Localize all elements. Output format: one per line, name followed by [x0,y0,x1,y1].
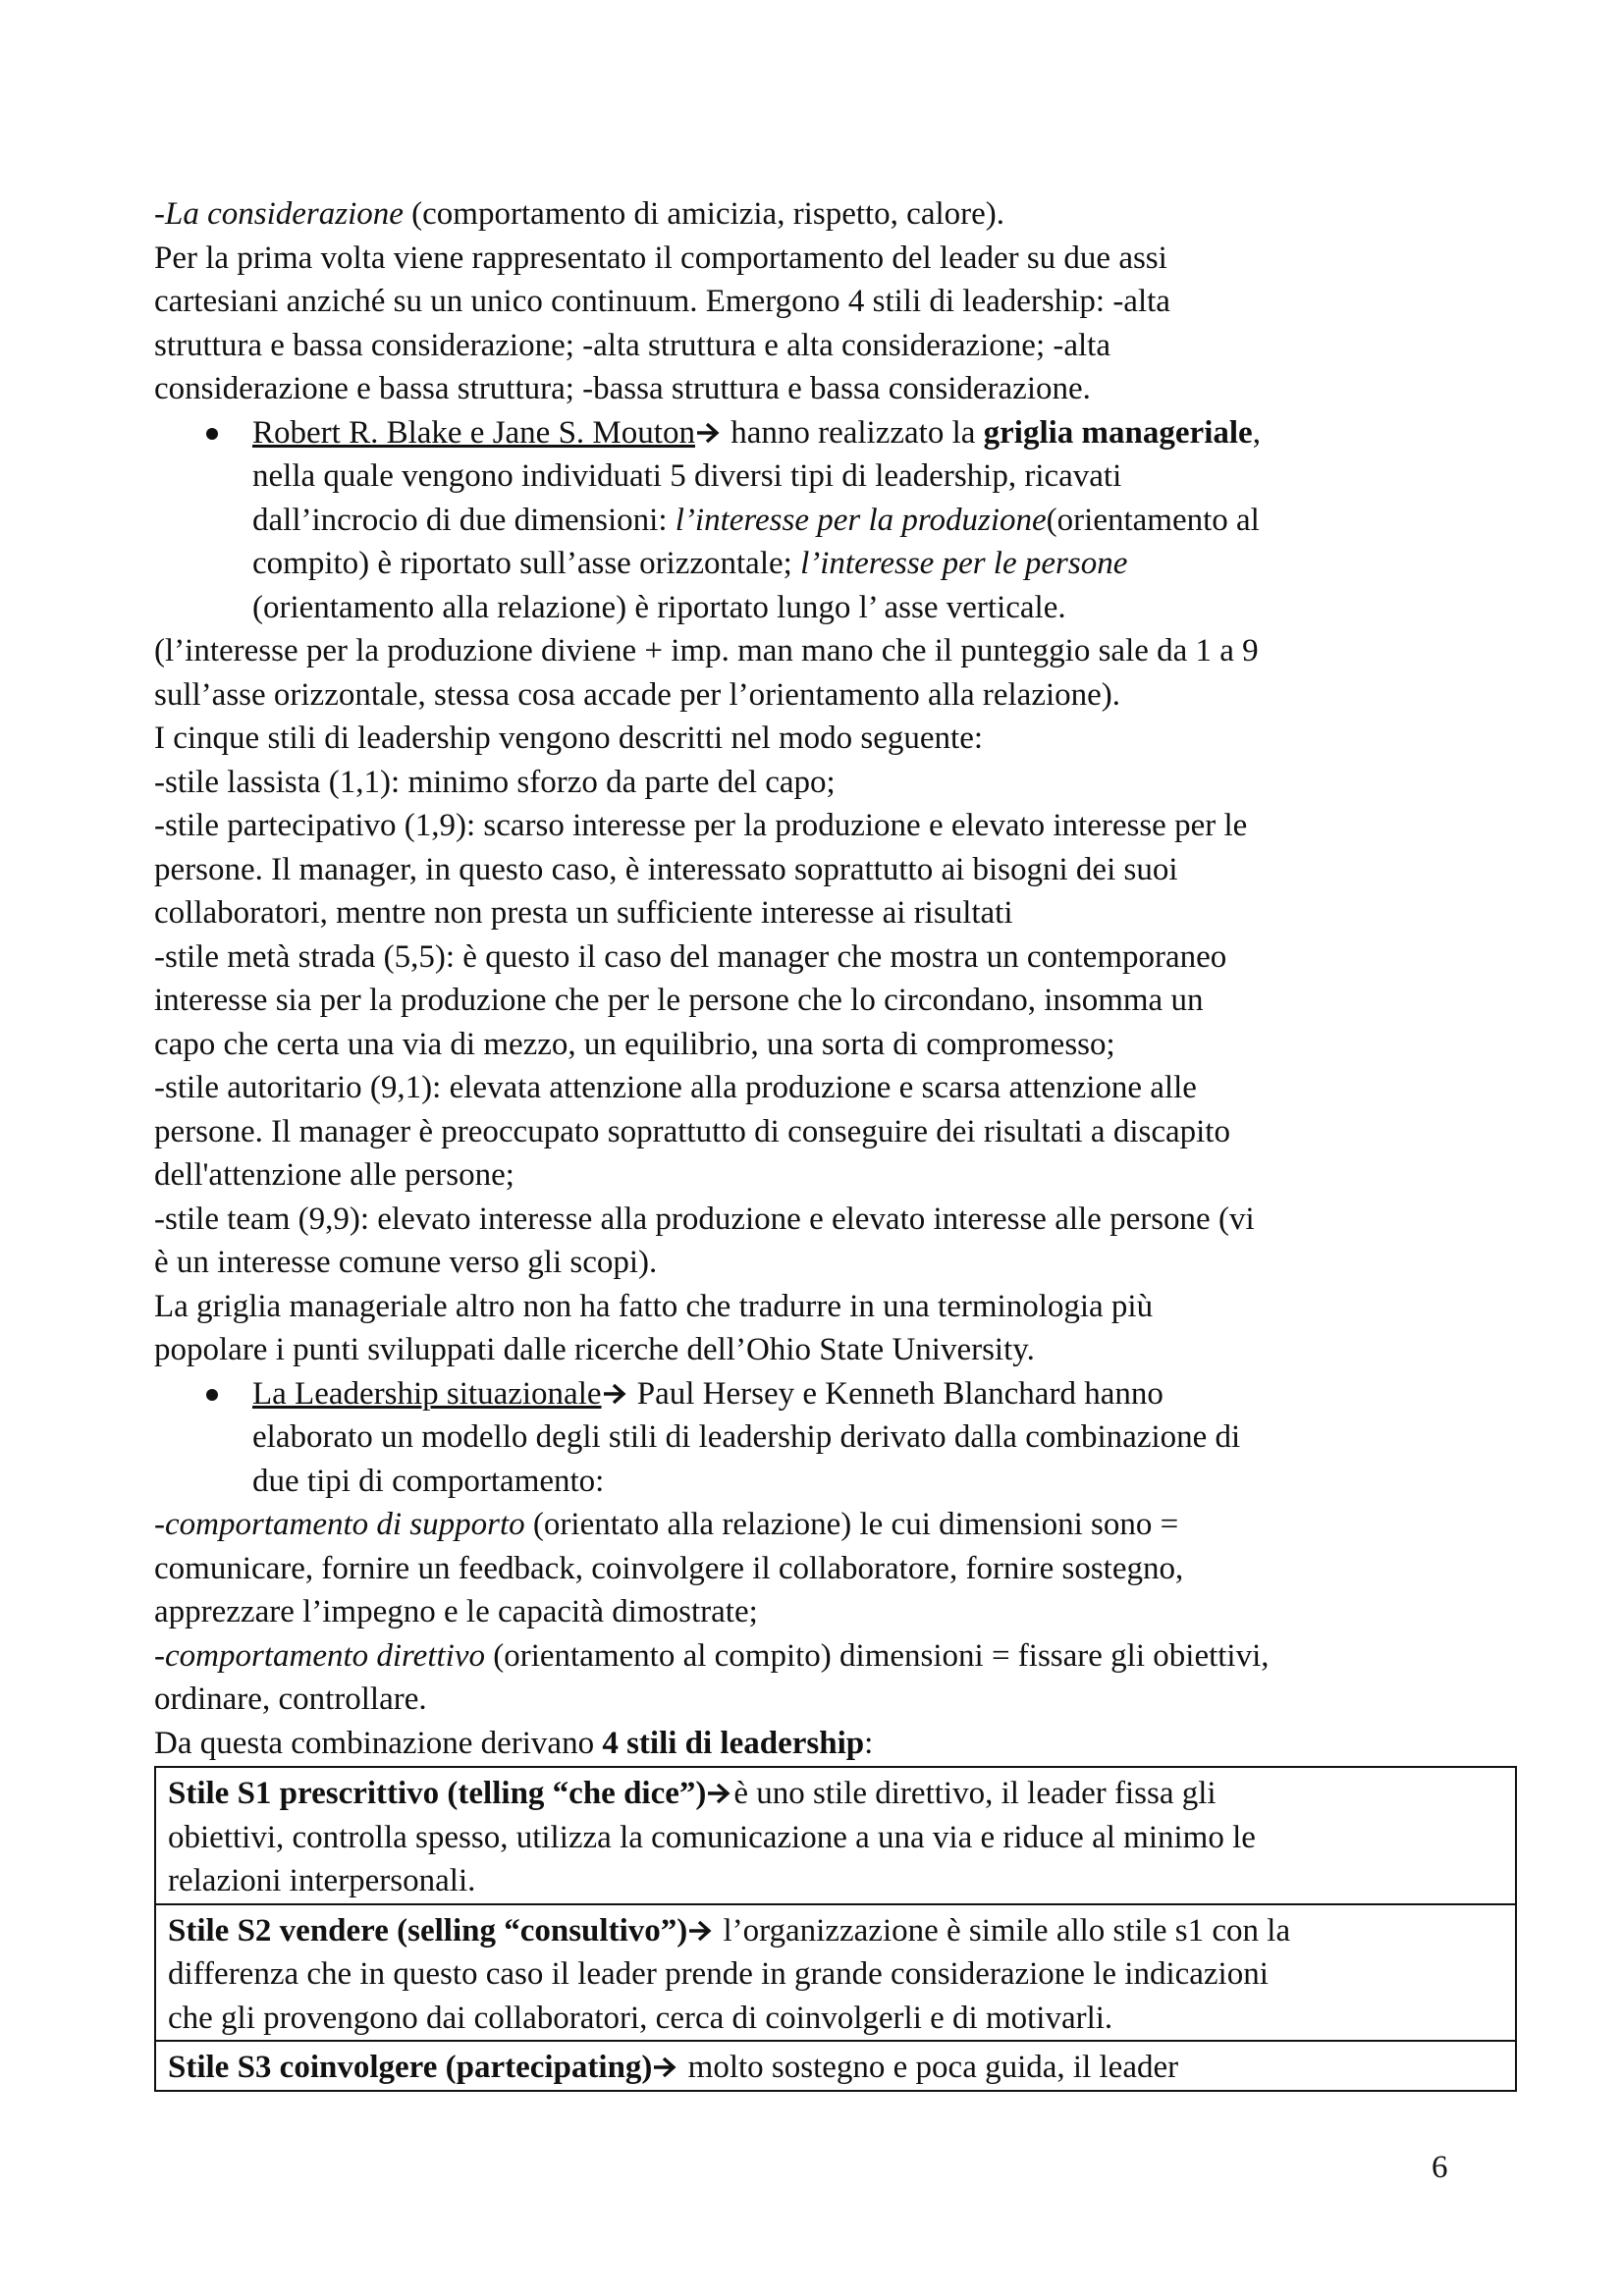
text-line: -stile team (9,9): elevato interesse alla produzione e elevato interesse alle persone (vi [154,1201,1255,1237]
text-line: considerazione e bassa struttura; -bassa struttura e bassa considerazione. [154,371,1091,406]
text-line: popolare i punti sviluppati dalle ricerche dell’Ohio State University. [154,1332,1035,1367]
style-row-s3: Stile S3 coinvolgere (partecipating) molto sostegno e poca guida, il leader [156,2040,1515,2090]
text-line: -stile autoritario (9,1): elevata attenzione alla produzione e scarsa attenzione alle [154,1070,1197,1105]
text-line: -La considerazione (comportamento di amicizia, rispetto, calore). [154,196,1005,232]
text-line: interesse sia per la produzione che per le persone che lo circondano, insomma un [154,983,1204,1018]
italic-term: La considerazione [165,196,404,232]
text-line: persone. Il manager è preoccupato soprattutto di conseguire dei risultati a discapito [154,1113,1230,1149]
page-number: 6 [1432,2150,1448,2185]
text-line: due tipi di comportamento: [252,1463,605,1499]
style-title: Stile S2 vendere (selling “consultivo”) [168,1912,688,1949]
text-line: dell'attenzione alle persone; [154,1157,514,1193]
text-line: -comportamento di supporto (orientato alla relazione) le cui dimensioni sono = [154,1507,1179,1542]
text-line: La griglia manageriale altro non ha fatto che tradurre in una terminologia più [154,1288,1154,1324]
text-line: nella quale vengono individuati 5 diversi tipi di leadership, ricavati [252,458,1122,494]
underlined-term: Robert R. Blake e Jane S. Mouton [252,414,695,451]
text-line: persone. Il manager, in questo caso, è interessato soprattutto ai bisogni dei suoi [154,851,1178,887]
style-title: Stile S1 prescrittivo (telling “che dice”) [168,1776,707,1811]
text-line: struttura e bassa considerazione; -alta struttura e alta considerazione; -alta [154,327,1110,363]
style-title: Stile S3 coinvolgere (partecipating) [168,2050,653,2085]
text-line: sull’asse orizzontale, stessa cosa accade per l’orientamento alla relazione). [154,676,1121,713]
text-line: compito) è riportato sull’asse orizzontale; l’interesse per le persone [252,546,1128,581]
style-row-s2: Stile S2 vendere (selling “consultivo”) l’organizzazione è simile allo stile s1 con la differenza che in questo caso il leader prende in grande considerazione le indicazioni che gli provengono dai collaboratori, cerca di coinvolgerli e di motivarli. [156,1903,1515,2041]
arrow-right-icon [707,1782,732,1805]
bold-term: griglia manageriale [983,414,1253,451]
text-line: dall’incrocio di due dimensioni: l’interesse per la produzione(orientamento al [252,502,1260,538]
arrow-right-icon [653,2056,678,2079]
text-line: (orientamento alla relazione) è riportato lungo l’ asse verticale. [252,589,1066,625]
leadership-styles-table [154,1766,1517,2092]
bullet-item-blake-mouton: Robert R. Blake e Jane S. Mouton hanno realizzato la griglia manageriale, [154,411,1529,455]
bullet-item-situational-leadership: La Leadership situazionale Paul Hersey e Kenneth Blanchard hanno [154,1372,1529,1416]
text-line: elaborato un modello degli stili di leadership derivato dalla combinazione di [252,1419,1241,1455]
text-line: cartesiani anziché su un unico continuum. Emergono 4 stili di leadership: -alta [154,284,1170,319]
text-line: collaboratori, mentre non presta un sufficiente interesse ai risultati [154,895,1013,931]
bullet-icon [206,428,218,440]
text-line: Da questa combinazione derivano 4 stili di leadership: [154,1725,874,1761]
text-line: (l’interesse per la produzione diviene + imp. man mano che il punteggio sale da 1 a 9 [154,633,1259,668]
arrow-right-icon [696,421,722,445]
text-line: I cinque stili di leadership vengono descritti nel modo seguente: [154,721,984,756]
arrow-right-icon [688,1919,714,1943]
text-line: Per la prima volta viene rappresentato il comportamento del leader su due assi [154,240,1167,276]
text-line: -stile partecipativo (1,9): scarso interesse per la produzione e elevato interesse per le [154,808,1248,843]
underlined-term: La Leadership situazionale [252,1375,602,1412]
text-line: apprezzare l’impegno e le capacità dimostrate; [154,1594,758,1629]
text-line: -stile lassista (1,1): minimo sforzo da parte del capo; [154,764,836,800]
arrow-right-icon [603,1382,628,1406]
text-line: -comportamento direttivo (orientamento al compito) dimensioni = fissare gli obiettivi, [154,1637,1270,1674]
text-line: -stile metà strada (5,5): è questo il caso del manager che mostra un contemporaneo [154,938,1227,975]
text-line: è un interesse comune verso gli scopi). [154,1245,658,1280]
text-line: capo che certa una via di mezzo, un equilibrio, una sorta di compromesso; [154,1026,1115,1062]
bullet-icon [206,1389,218,1401]
text-line: ordinare, controllare. [154,1682,427,1717]
text-line: comunicare, fornire un feedback, coinvolgere il collaboratore, fornire sostegno, [154,1550,1184,1586]
style-row-s1: Stile S1 prescrittivo (telling “che dice”) è uno stile direttivo, il leader fissa gli obiettivi, controlla spesso, utilizza la comunicazione a una via e riduce al minimo le relazioni interpersonali. [168,1776,1256,1898]
page-content [154,192,1529,2092]
